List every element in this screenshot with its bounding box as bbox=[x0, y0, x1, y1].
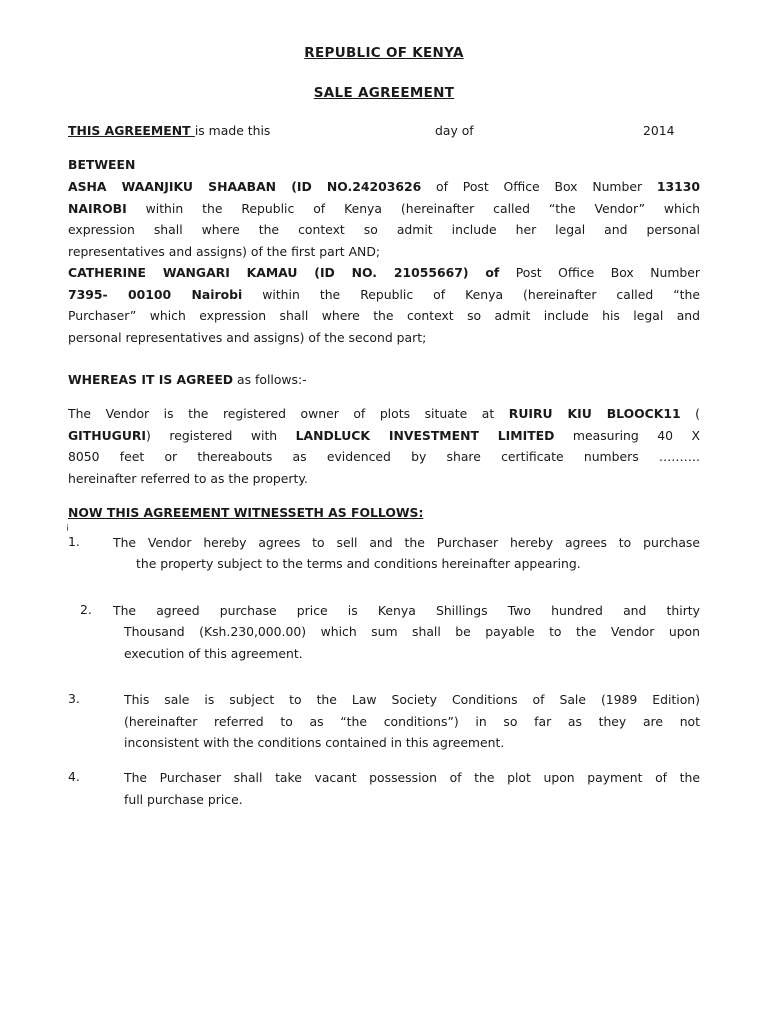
property-text-1: The Vendor is the registered owner of plots situate at bbox=[68, 406, 509, 421]
whereas-line bbox=[68, 372, 307, 387]
place-name: GITHUGURI bbox=[68, 427, 147, 443]
vendor-box: 13130 bbox=[656, 179, 700, 194]
clause-line: The Vendor hereby agrees to sell and the Purchaser hereby agrees to purchase bbox=[113, 535, 700, 550]
whereas-heading: WHEREAS IT IS AGREED bbox=[68, 372, 234, 387]
clause-line: The agreed purchase price is Kenya Shillings Two hundred and thirty bbox=[113, 603, 700, 618]
purchaser-text-1: Post Office Box Number bbox=[499, 265, 701, 280]
clause-number: 1. bbox=[68, 534, 80, 549]
purchaser-line-3: Purchaser” which expression shall where the context so admit include his legal and bbox=[68, 308, 700, 323]
intro-line bbox=[68, 123, 270, 138]
property-line-2 bbox=[68, 425, 700, 447]
vendor-city: NAIROBI bbox=[68, 200, 127, 216]
document-subtitle: SALE AGREEMENT bbox=[313, 85, 455, 101]
whereas-tail: as follows:- bbox=[233, 372, 307, 387]
vendor-name: ASHA WAANJIKU SHAABAN (ID NO.24203626 bbox=[68, 179, 422, 194]
property-text-3: ) registered with bbox=[146, 427, 296, 443]
vendor-paragraph bbox=[68, 176, 700, 262]
clause-line: execution of this agreement. bbox=[124, 645, 303, 661]
purchaser-line-2 bbox=[68, 284, 700, 306]
clause-line: full purchase price. bbox=[124, 791, 243, 807]
clause-1-cont bbox=[136, 553, 700, 575]
purchaser-line-1 bbox=[68, 262, 700, 284]
property-line-3: 8050 feet or thereabouts as evidenced by share certificate numbers ………. bbox=[68, 449, 700, 464]
clause-3 bbox=[124, 689, 700, 754]
purchaser-line-4: personal representatives and assigns) of the second part; bbox=[68, 329, 427, 345]
purchaser-paragraph bbox=[68, 262, 700, 348]
purchaser-name: CATHERINE WANGARI KAMAU (ID NO. 21055667) of bbox=[68, 265, 500, 280]
vendor-line-1 bbox=[68, 176, 700, 198]
clause-1 bbox=[113, 532, 700, 554]
property-text-4: measuring 40 X bbox=[554, 427, 701, 443]
clause-line: inconsistent with the conditions contained in this agreement. bbox=[124, 735, 505, 750]
clause-line: This sale is subject to the Law Society Conditions of Sale (1989 Edition) bbox=[124, 692, 700, 707]
clause-number: 4. bbox=[68, 769, 80, 784]
clause-line: Thousand (Ksh.230,000.00) which sum shall be payable to the Vendor upon bbox=[124, 624, 700, 639]
vendor-line-3: expression shall where the context so admit include her legal and personal bbox=[68, 222, 700, 237]
property-line-1 bbox=[68, 403, 700, 425]
intro-lead: THIS AGREEMENT bbox=[68, 123, 195, 138]
purchaser-box: 7395- 00100 Nairobi bbox=[68, 286, 243, 302]
property-paragraph bbox=[68, 403, 700, 489]
document-title: REPUBLIC OF KENYA bbox=[304, 45, 464, 61]
between-heading: BETWEEN bbox=[68, 157, 136, 172]
stray-mark: ¡ bbox=[66, 522, 70, 531]
vendor-text-1: of Post Office Box Number bbox=[421, 179, 657, 194]
property-line-4: hereinafter referred to as the property. bbox=[68, 470, 308, 486]
clause-number: 3. bbox=[68, 691, 80, 706]
company-name: LANDLUCK INVESTMENT LIMITED bbox=[295, 427, 555, 443]
clause-line: the property subject to the terms and conditions hereinafter appearing. bbox=[136, 556, 581, 571]
clause-line: The Purchaser shall take vacant possession of the plot upon payment of the bbox=[124, 770, 700, 785]
witness-heading: NOW THIS AGREEMENT WITNESSETH AS FOLLOWS: bbox=[68, 505, 424, 520]
vendor-text-2: within the Republic of Kenya (hereinafter called “the Vendor” which bbox=[126, 200, 700, 216]
vendor-line-2 bbox=[68, 198, 700, 220]
property-text-2: ( bbox=[680, 406, 700, 421]
plot-name: RUIRU KIU BLOOCK11 bbox=[508, 406, 681, 421]
intro-year: 2014 bbox=[643, 123, 675, 138]
intro-made: is made this bbox=[194, 123, 271, 138]
purchaser-text-2: within the Republic of Kenya (hereinafter called “the bbox=[242, 286, 700, 302]
clause-4 bbox=[124, 767, 700, 810]
clause-2 bbox=[113, 600, 700, 622]
vendor-line-4: representatives and assigns) of the first part AND; bbox=[68, 243, 381, 259]
intro-day: day of bbox=[435, 123, 474, 138]
clause-line: (hereinafter referred to as “the conditions”) in so far as they are not bbox=[124, 713, 700, 729]
clause-number: 2. bbox=[80, 602, 92, 617]
clause-2-cont bbox=[124, 621, 700, 664]
